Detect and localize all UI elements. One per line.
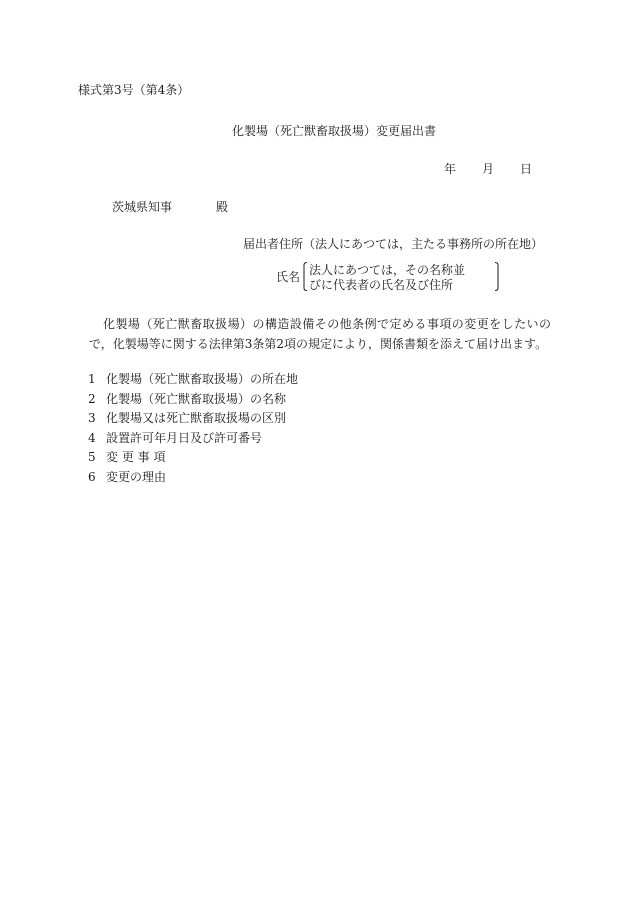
item-text: 変 更 事 項 (106, 450, 166, 464)
list-item (88, 409, 298, 429)
item-number: 4 (88, 430, 96, 445)
form-number: 様式第3号（第4条） (78, 83, 190, 97)
date-row (444, 161, 532, 177)
list-item (88, 429, 298, 449)
item-number: 5 (88, 450, 96, 464)
item-text: 設置許可年月日及び許可番号 (106, 430, 263, 445)
item-text: 化製場又は死亡獣畜取扱場の区別 (106, 411, 287, 425)
applicant-name-label: 氏名 (276, 270, 301, 284)
list-item (88, 468, 298, 488)
addressee-honorific: 殿 (216, 200, 229, 214)
addressee (112, 199, 228, 215)
list-item (88, 448, 298, 468)
item-text: 変更の理由 (106, 469, 167, 484)
date-day: 日 (520, 162, 533, 176)
date-month: 月 (482, 162, 495, 176)
applicant-address-label: 届出者住所（法人にあつては，主たる事務所の所在地） (243, 237, 544, 251)
list-item (88, 370, 298, 390)
name-note-line-2: びに代表者の氏名及び住所 (309, 278, 454, 292)
item-number: 6 (88, 469, 96, 484)
document-title: 化製場（死亡獣畜取扱場）変更届出書 (232, 124, 437, 138)
name-note-line-1: 法人にあつては，その名称並 (309, 263, 466, 277)
item-list (88, 370, 298, 487)
item-text: 化製場（死亡獣畜取扱場）の所在地 (106, 372, 299, 386)
name-note-bracket (303, 262, 499, 291)
item-text: 化製場（死亡獣畜取扱場）の名称 (106, 391, 287, 406)
item-number: 2 (88, 391, 96, 406)
item-number: 1 (88, 372, 96, 386)
body-paragraph: 化製場（死亡獣畜取扱場）の構造設備その他条例で定める事項の変更をしたいので，化製場等に関する法律第3条第2項の規定により，関係書類を添えて届け出ます。 (89, 317, 551, 351)
list-item (88, 390, 298, 410)
addressee-name: 茨城県知事 (112, 200, 173, 214)
item-number: 3 (88, 411, 96, 425)
date-year: 年 (444, 162, 457, 176)
